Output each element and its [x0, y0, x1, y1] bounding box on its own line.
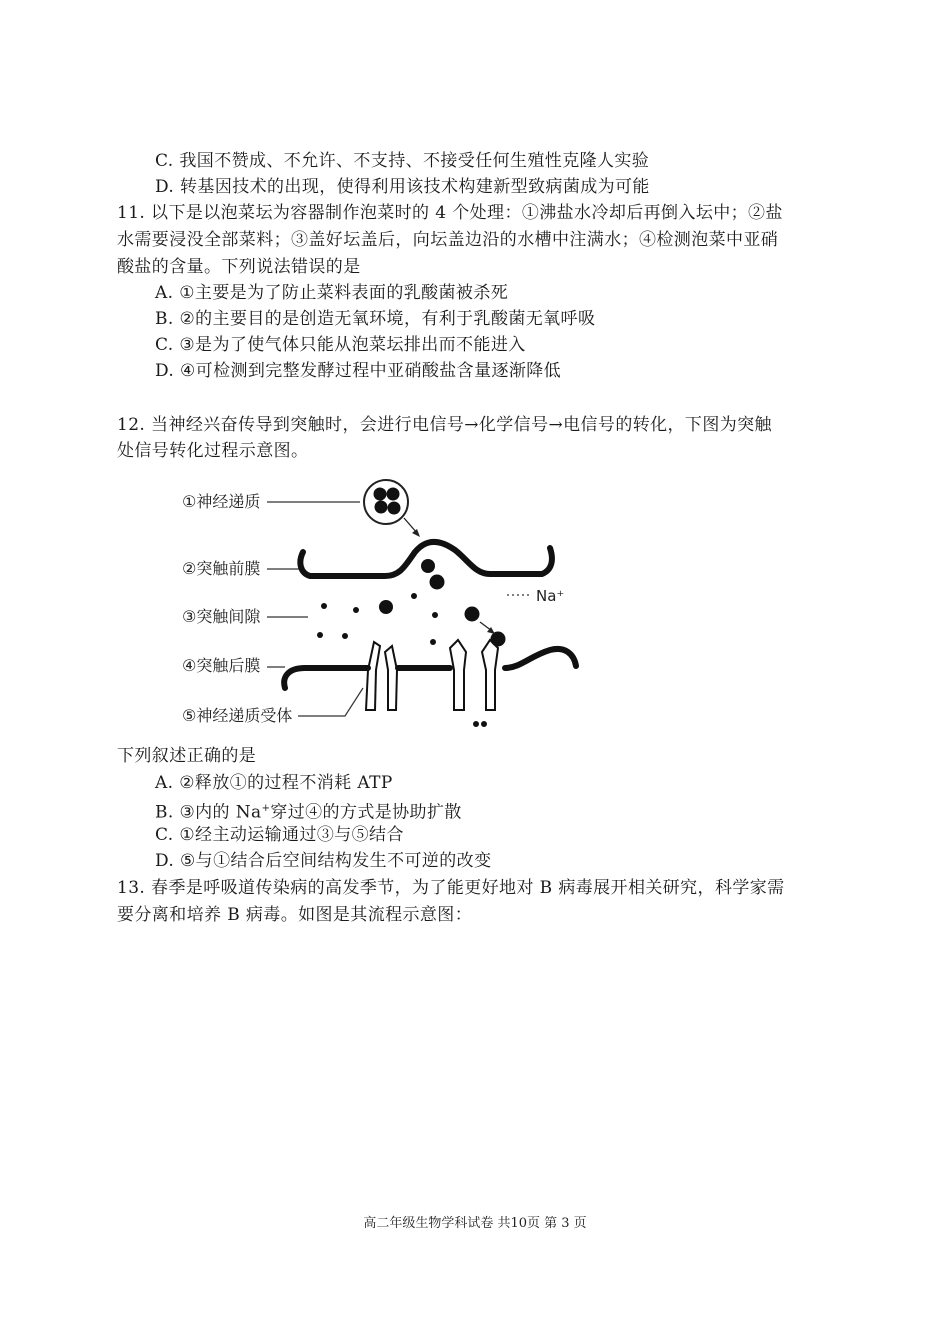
synapse-diagram [170, 470, 590, 740]
q13-stem-line1: 13. 春季是呼吸道传染病的高发季节，为了能更好地对 B 病毒展开相关研究，科学家需 [117, 878, 785, 898]
q12-option-c: C. ①经主动运输通过③与⑤结合 [155, 825, 404, 845]
q13-stem-line2: 要分离和培养 B 病毒。如图是其流程示意图： [117, 905, 473, 925]
q12-option-b-post: 穿过④的方式是协助扩散 [270, 802, 462, 823]
q12-option-b-sup: + [261, 803, 271, 814]
label-synaptic-cleft: ③突触间隙 [182, 607, 261, 626]
q10-option-d: D. 转基因技术的出现，使得利用该技术构建新型致病菌成为可能 [155, 177, 650, 197]
synaptic-vesicle [364, 480, 408, 524]
q12-stem-line1: 12. 当神经兴奋传导到突触时，会进行电信号→化学信号→电信号的转化，下图为突触 [117, 415, 772, 435]
receptor-left [366, 642, 397, 710]
release-arrow-head [412, 529, 420, 537]
postsynaptic-membrane [284, 649, 576, 688]
label-postsynaptic-membrane: ④突触后膜 [182, 656, 261, 675]
leader-line-5 [298, 688, 363, 716]
q10-option-c: C. 我国不赞成、不允许、不支持、不接受任何生殖性克隆人实验 [155, 151, 650, 171]
q11-stem-line3: 酸盐的含量。下列说法错误的是 [117, 257, 361, 277]
q12-option-d: D. ⑤与①结合后空间结构发生不可逆的改变 [155, 851, 492, 871]
label-neurotransmitter: ①神经递质 [182, 492, 261, 511]
label-sodium-ion: Na⁺ [536, 587, 565, 605]
q11-stem-line1: 11. 以下是以泡菜坛为容器制作泡菜时的 4 个处理：①沸盐水冷却后再倒入坛中；②盐 [117, 203, 783, 223]
q11-option-c: C. ③是为了使气体只能从泡菜坛排出而不能进入 [155, 335, 526, 355]
q12-option-a: A. ②释放①的过程不消耗 ATP [155, 773, 393, 793]
q12-option-b [155, 798, 462, 824]
label-presynaptic-membrane: ②突触前膜 [182, 559, 261, 578]
label-receptor: ⑤神经递质受体 [182, 706, 293, 725]
q11-option-a: A. ①主要是为了防止菜料表面的乳酸菌被杀死 [155, 283, 509, 303]
q12-stem-line2: 处信号转化过程示意图。 [117, 441, 309, 461]
receptor-right [450, 640, 498, 710]
q11-option-b: B. ②的主要目的是创造无氧环境，有利于乳酸菌无氧呼吸 [155, 309, 596, 329]
q11-stem-line2: 水需要浸没全部菜料；③盖好坛盖后，向坛盖边沿的水槽中注满水；④检测泡菜中亚硝 [117, 230, 779, 250]
q11-option-d: D. ④可检测到完整发酵过程中亚硝酸盐含量逐渐降低 [155, 361, 562, 381]
sodium-ions [317, 593, 487, 727]
q12-option-b-pre: B. ③内的 Na [155, 802, 262, 823]
q12-question: 下列叙述正确的是 [117, 746, 257, 766]
page-footer: 高二年级生物学科试卷 共10页 第 3 页 [363, 1216, 587, 1231]
